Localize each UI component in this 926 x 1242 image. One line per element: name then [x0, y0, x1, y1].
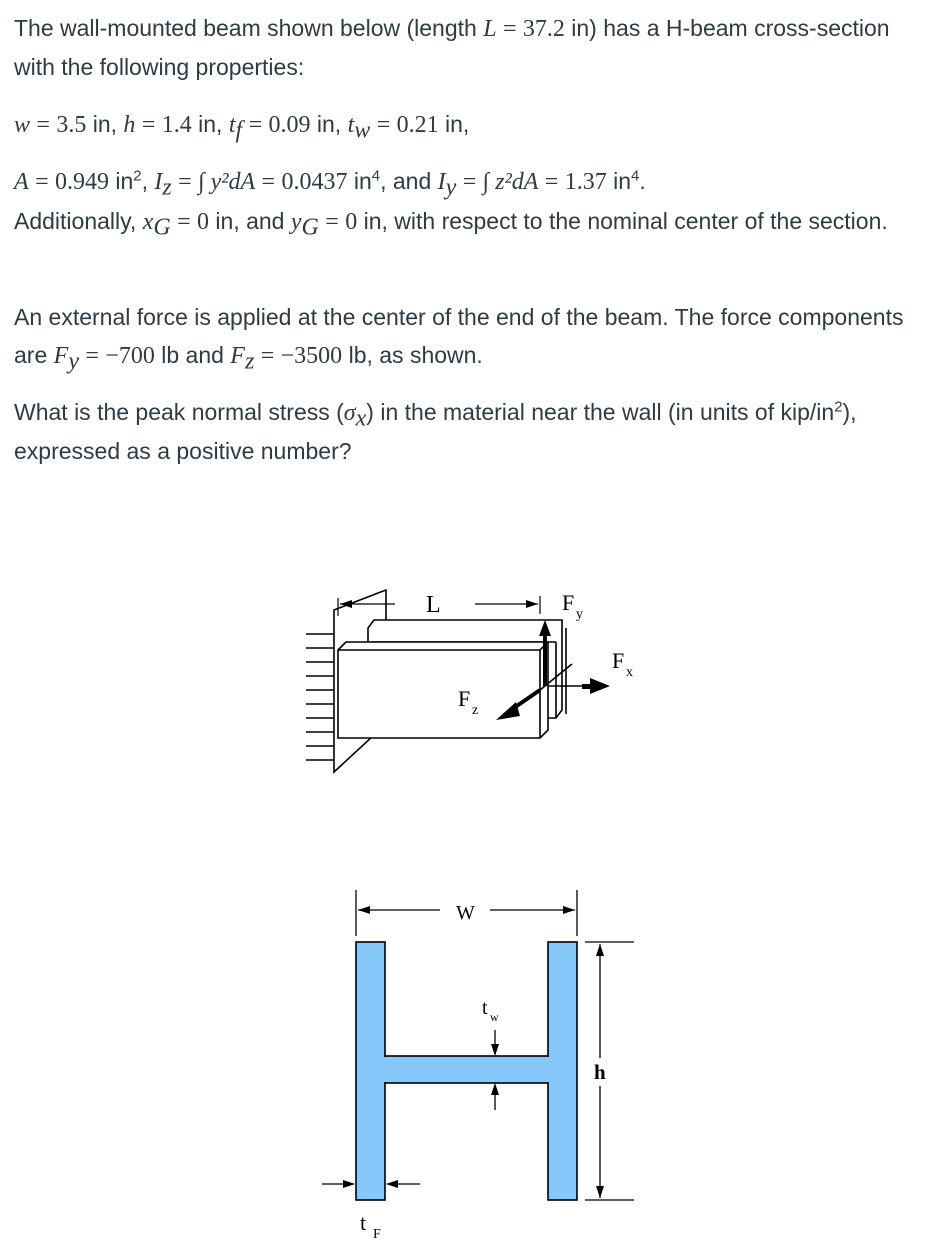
left-flange — [356, 942, 385, 1200]
force-x-subscript: x — [626, 665, 633, 680]
beam-diagram — [0, 580, 926, 780]
properties-line-2: A = 0.949 $in^2$, $I_z$ = ∫ y²dA = 0.0437 $in^4$, and $I_y$ = ∫ z²dA = 1.37 $in^4$. — [14, 167, 646, 201]
web-thickness-subscript: w — [490, 1010, 499, 1024]
problem-intro: The wall-mounted beam shown below (length L = 37.2 in) has a H-beam cross-section with the following properties: — [14, 15, 890, 80]
beam-front-flange — [338, 642, 548, 738]
beam-length-label: L — [426, 592, 441, 618]
flange-thickness-label: t — [360, 1210, 367, 1235]
force-z-label: F — [458, 686, 471, 711]
right-flange — [548, 942, 577, 1200]
question-text: What is the peak normal stress $(\sigma_x)$ in the material near the wall (in units of kip/$in^2$), expressed as a positive number? — [14, 398, 857, 464]
h-section-diagram — [0, 880, 926, 1242]
force-y-subscript: y — [576, 607, 583, 622]
force-z-subscript: z — [472, 703, 479, 718]
width-label: W — [456, 902, 475, 924]
wall-hatch — [306, 634, 334, 760]
force-y-label: F — [562, 590, 575, 615]
web — [385, 1056, 548, 1083]
height-label: h — [594, 1060, 606, 1084]
centroid-text: Additionally, $x_G = 0$ in, and $y_G = 0$ in, with respect to the nominal center of the section. — [14, 208, 888, 241]
web-thickness-label: t — [482, 997, 488, 1019]
force-x-label: F — [612, 648, 625, 673]
flange-thickness-subscript: F — [373, 1227, 381, 1242]
properties-line-1: w = 3.5 in, h = 1.4 in, $t_f = 0.09$ in, $t_w = 0.21$ in, — [14, 111, 470, 144]
force-text: An external force is applied at the center of the end of the beam. The force components are $F_y = -700$ lb and $F_z = -3500$ lb, as shown. — [14, 304, 904, 375]
